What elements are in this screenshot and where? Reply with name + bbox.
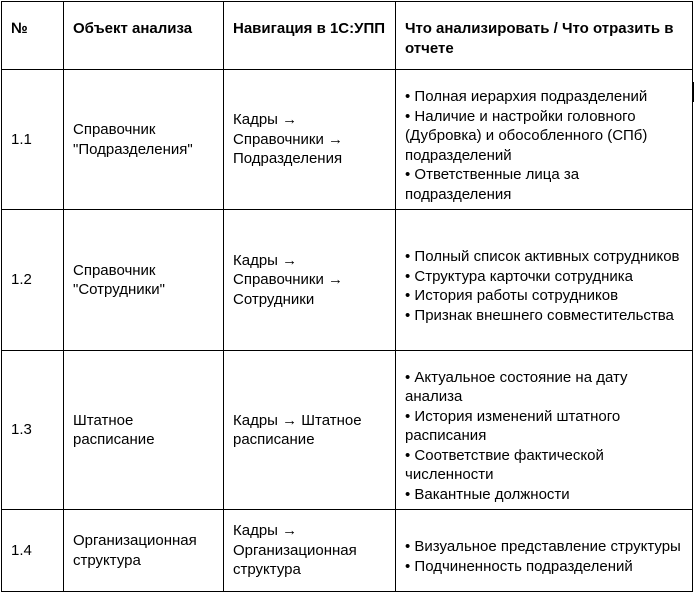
list-item: • Визуальное представление структуры	[405, 538, 681, 555]
row-object[interactable]: Справочник "Сотрудники"	[64, 210, 224, 351]
header-what[interactable]: Что анализировать / Что отразить в отчете	[396, 2, 693, 70]
row-object[interactable]: Справочник "Подразделения"	[64, 70, 224, 210]
row-navigation[interactable]: Кадры → Справочники → Сотрудники	[224, 210, 396, 351]
row-object[interactable]: Организационная структура	[64, 510, 224, 592]
list-item: • Актуальное состояние на дату анализа	[405, 368, 628, 406]
list-item: • Признак внешнего совместительства	[405, 306, 674, 324]
row-navigation[interactable]: Кадры → Штатное расписание	[224, 351, 396, 510]
list-item: • Вакантные должности	[405, 485, 570, 503]
table-row	[2, 210, 693, 351]
list-item: • Структура карточки сотрудника	[405, 267, 634, 285]
header-navigation[interactable]: Навигация в 1С:УПП	[224, 2, 396, 70]
row-what[interactable]	[396, 510, 693, 592]
row-navigation[interactable]: Кадры → Справочники → Подразделения	[224, 70, 396, 210]
row-what[interactable]	[396, 351, 693, 510]
list-item: • Наличие и настройки головного (Дубровка) и обособленного (СПб) подразделений	[405, 107, 648, 164]
header-num[interactable]: №	[2, 2, 64, 70]
list-item: • Полный список активных сотрудников	[405, 248, 680, 265]
row-num[interactable]: 1.4	[2, 510, 64, 592]
header-object[interactable]: Объект анализа	[64, 2, 224, 70]
row-num[interactable]: 1.2	[2, 210, 64, 351]
table-header-row	[2, 2, 693, 70]
text-cursor	[692, 82, 694, 102]
row-num[interactable]: 1.3	[2, 351, 64, 510]
table-row	[2, 70, 693, 210]
list-item: • История работы сотрудников	[405, 287, 619, 304]
list-item: • Подчиненность подразделений	[405, 557, 633, 575]
row-num[interactable]: 1.1	[2, 70, 64, 210]
table-row	[2, 351, 693, 510]
analysis-table	[1, 1, 693, 592]
table-row	[2, 510, 693, 592]
list-item: • Соответствие фактической численности	[405, 446, 604, 484]
list-item: • Полная иерархия подразделений	[405, 88, 648, 105]
row-what[interactable]	[396, 210, 693, 351]
row-object[interactable]: Штатное расписание	[64, 351, 224, 510]
list-item: • История изменений штатного расписания	[405, 407, 621, 445]
row-navigation[interactable]: Кадры → Организационная структура	[224, 510, 396, 592]
row-what[interactable]	[396, 70, 693, 210]
list-item: • Ответственные лица за подразделения	[405, 166, 580, 203]
